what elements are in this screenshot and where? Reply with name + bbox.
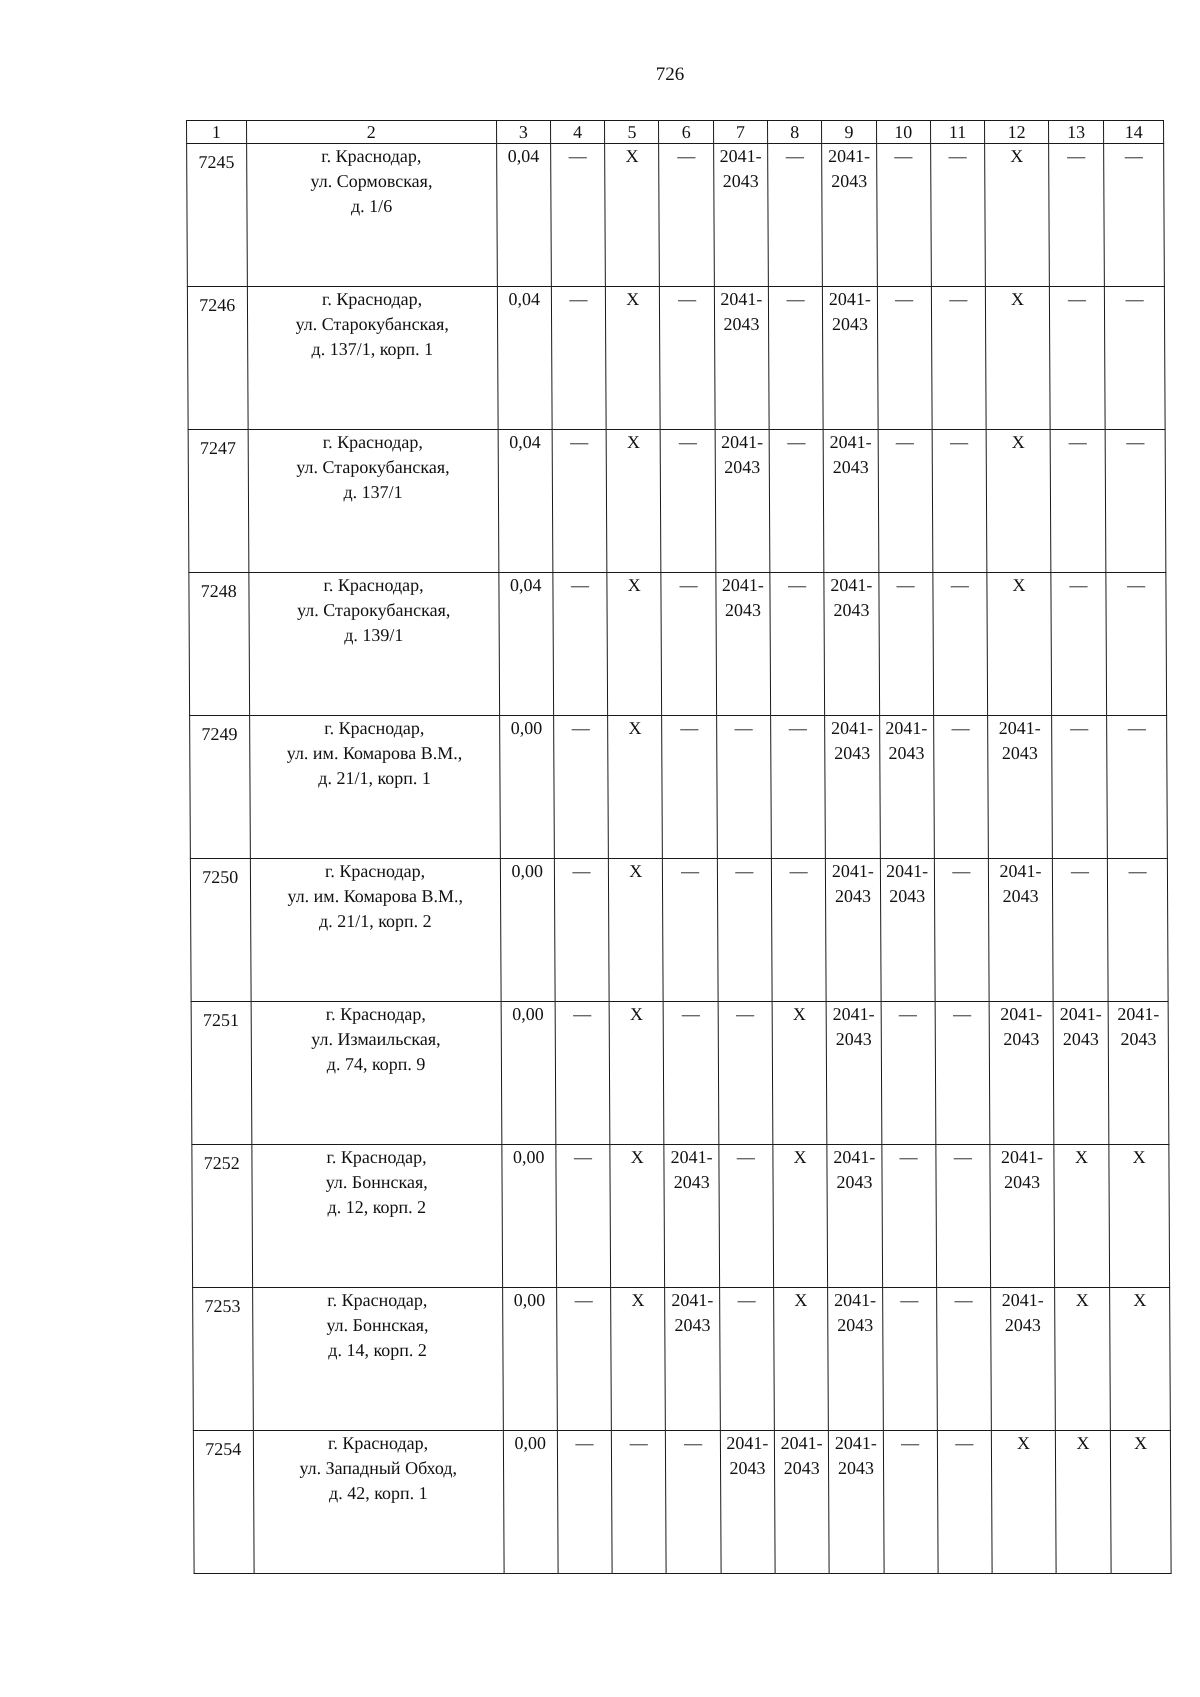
cell-c7: 2041-2043: [715, 430, 770, 573]
cell-c6: 2041-2043: [664, 1145, 719, 1288]
cell-c3: 0,00: [503, 1431, 558, 1574]
cell-c14: —: [1105, 430, 1165, 573]
cell-c12: 2041-2043: [988, 859, 1053, 1002]
address-line: ул. Боннская,: [326, 1315, 429, 1335]
cell-c12: 2041-2043: [989, 1002, 1054, 1145]
cell-c10: —: [881, 1002, 936, 1145]
cell-c9: 2041-2043: [828, 1288, 883, 1431]
cell-c9: 2041-2043: [823, 287, 878, 430]
cell-c8: —: [770, 573, 825, 716]
cell-c12: X: [987, 573, 1052, 716]
column-header: 8: [768, 121, 822, 144]
address-cell: [248, 573, 499, 716]
row-number-text: 7253: [204, 1296, 241, 1316]
cell-c5: X: [609, 1002, 664, 1145]
cell-c8: —: [771, 716, 826, 859]
row-number-text: 7249: [201, 724, 238, 744]
cell-c3: 0,04: [499, 573, 554, 716]
address-cell: [252, 1288, 503, 1431]
table-row: [191, 1002, 1169, 1145]
row-number-text: 7250: [202, 867, 239, 887]
cell-c9: 2041-2043: [827, 1145, 882, 1288]
address-cell: [251, 1002, 502, 1145]
cell-c6: —: [666, 1431, 721, 1574]
cell-c13: —: [1052, 716, 1108, 859]
cell-c11: —: [933, 716, 988, 859]
cell-c8: X: [774, 1288, 829, 1431]
cell-c3: 0,04: [497, 287, 552, 430]
address-cell: [251, 1145, 502, 1288]
cell-c14: X: [1109, 1145, 1169, 1288]
cell-c14: X: [1111, 1431, 1171, 1574]
table-row: [187, 144, 1165, 287]
cell-c3: 0,00: [501, 1002, 556, 1145]
cell-c7: —: [719, 1288, 774, 1431]
cell-c5: X: [606, 430, 661, 573]
cell-c9: 2041-2043: [824, 573, 879, 716]
address-line: ул. им. Комарова В.М.,: [287, 886, 464, 906]
address-line: д. 12, корп. 2: [327, 1197, 427, 1217]
address-cell: [253, 1431, 504, 1574]
cell-c7: —: [719, 1145, 774, 1288]
row-number-text: 7254: [205, 1439, 242, 1459]
row-number-text: 7251: [202, 1010, 240, 1030]
cell-c10: —: [877, 287, 932, 430]
address-line: ул. Старокубанская,: [295, 314, 449, 334]
cell-c9: 2041-2043: [825, 716, 880, 859]
row-number: [193, 1431, 253, 1574]
cell-c12: 2041-2043: [991, 1288, 1056, 1431]
cell-c13: —: [1051, 573, 1107, 716]
cell-c11: —: [935, 1002, 990, 1145]
cell-c7: 2041-2043: [713, 144, 768, 287]
cell-c8: X: [773, 1145, 828, 1288]
column-header: 2: [246, 121, 496, 144]
address-line: д. 137/1, корп. 1: [311, 339, 434, 359]
address-line: ул. Сормовская,: [310, 171, 433, 191]
cell-c8: —: [771, 859, 826, 1002]
cell-c13: X: [1055, 1431, 1111, 1574]
row-number: [192, 1145, 252, 1288]
row-number-text: 7248: [200, 581, 237, 601]
row-number: [190, 716, 250, 859]
cell-c12: 2041-2043: [988, 716, 1053, 859]
table-row: [188, 430, 1166, 573]
cell-c6: —: [660, 287, 715, 430]
table-row: [192, 1145, 1170, 1288]
address-line: г. Краснодар,: [327, 1433, 429, 1453]
table-row: [193, 1288, 1171, 1431]
cell-c11: —: [930, 144, 985, 287]
cell-c10: 2041-2043: [879, 716, 934, 859]
table-row: [189, 573, 1167, 716]
cell-c9: 2041-2043: [823, 430, 878, 573]
address-line: г. Краснодар,: [326, 1147, 427, 1167]
table-row: [190, 859, 1168, 1002]
cell-c3: 0,00: [499, 716, 554, 859]
cell-c3: 0,04: [496, 144, 551, 287]
row-number: [189, 573, 249, 716]
row-number: [188, 430, 248, 573]
row-number: [193, 1288, 253, 1431]
address-line: ул. Измаильская,: [311, 1029, 441, 1049]
cell-c8: 2041-2043: [774, 1431, 829, 1574]
cell-c7: 2041-2043: [720, 1431, 775, 1574]
column-header: 12: [985, 121, 1049, 144]
cell-c14: X: [1110, 1288, 1170, 1431]
cell-c11: —: [936, 1288, 991, 1431]
column-header: 7: [713, 121, 767, 144]
cell-c5: X: [608, 716, 663, 859]
column-header: 3: [496, 121, 550, 144]
column-header: 4: [550, 121, 604, 144]
row-number-text: 7246: [199, 295, 236, 315]
address-line: ул. им. Комарова В.М.,: [286, 743, 463, 763]
cell-c13: —: [1049, 144, 1105, 287]
page-number: 726: [655, 64, 685, 85]
cell-c5: X: [607, 573, 662, 716]
address-line: д. 1/6: [350, 196, 393, 216]
cell-c7: —: [716, 716, 771, 859]
cell-c3: 0,00: [502, 1145, 557, 1288]
table-row: [187, 287, 1165, 430]
row-number-text: 7245: [198, 152, 235, 172]
address-line: д. 137/1: [343, 482, 403, 502]
cell-c7: —: [718, 1002, 773, 1145]
cell-c6: —: [662, 716, 717, 859]
cell-c4: —: [553, 573, 608, 716]
column-header: 13: [1048, 121, 1103, 144]
cell-c14: —: [1104, 144, 1164, 287]
cell-c4: —: [554, 716, 609, 859]
cell-c11: —: [936, 1145, 991, 1288]
cell-c12: X: [986, 430, 1051, 573]
address-cell: [248, 430, 499, 573]
cell-c6: —: [659, 144, 714, 287]
cell-c6: —: [663, 859, 718, 1002]
address-cell: [247, 287, 498, 430]
table-row: [190, 716, 1168, 859]
cell-c8: X: [772, 1002, 827, 1145]
row-number: [190, 859, 250, 1002]
row-number: [187, 144, 247, 287]
address-line: д. 21/1, корп. 1: [318, 768, 431, 788]
cell-c3: 0,04: [498, 430, 553, 573]
cell-c9: 2041-2043: [826, 1002, 881, 1145]
address-line: ул. Западный Обход,: [299, 1458, 458, 1478]
cell-c5: X: [605, 144, 660, 287]
cell-c14: —: [1105, 287, 1165, 430]
cell-c6: —: [664, 1002, 719, 1145]
cell-c4: —: [557, 1288, 612, 1431]
row-number-text: 7252: [203, 1153, 240, 1173]
address-line: г. Краснодар,: [324, 861, 426, 881]
column-header: 11: [930, 121, 984, 144]
cell-c10: 2041-2043: [880, 859, 935, 1002]
address-line: д. 139/1: [344, 625, 404, 645]
cell-c11: —: [937, 1431, 992, 1574]
address-line: г. Краснодар,: [327, 1290, 428, 1310]
cell-c7: 2041-2043: [716, 573, 771, 716]
header-row: [187, 121, 1164, 144]
cell-c10: —: [881, 1145, 936, 1288]
cell-c4: —: [552, 430, 607, 573]
cell-c6: —: [661, 430, 716, 573]
address-line: г. Краснодар,: [321, 146, 422, 166]
cell-c11: —: [932, 430, 987, 573]
cell-c13: —: [1050, 430, 1106, 573]
row-number-text: 7247: [199, 438, 237, 458]
cell-c14: —: [1107, 716, 1167, 859]
cell-c13: 2041-2043: [1053, 1002, 1109, 1145]
address-line: г. Краснодар,: [324, 718, 425, 738]
address-line: д. 14, корп. 2: [328, 1340, 427, 1360]
address-cell: [246, 144, 497, 287]
address-line: д. 21/1, корп. 2: [318, 911, 432, 931]
address-line: ул. Боннская,: [325, 1172, 428, 1192]
cell-c9: 2041-2043: [829, 1431, 884, 1574]
cell-c10: —: [876, 144, 931, 287]
cell-c9: 2041-2043: [826, 859, 881, 1002]
cell-c13: X: [1055, 1288, 1111, 1431]
row-number: [191, 1002, 251, 1145]
address-line: г. Краснодар,: [323, 575, 424, 595]
cell-c10: —: [882, 1288, 937, 1431]
cell-c3: 0,00: [502, 1288, 557, 1431]
cell-c4: —: [556, 1145, 611, 1288]
address-line: д. 42, корп. 1: [328, 1483, 428, 1503]
address-line: ул. Старокубанская,: [296, 457, 450, 477]
cell-c8: —: [768, 287, 823, 430]
cell-c13: X: [1054, 1145, 1110, 1288]
cell-c11: —: [933, 573, 988, 716]
cell-c10: —: [878, 430, 933, 573]
cell-c5: X: [610, 1145, 665, 1288]
cell-c5: X: [611, 1288, 666, 1431]
cell-c13: —: [1052, 859, 1108, 1002]
register-table: [186, 120, 1172, 1574]
address-line: ул. Старокубанская,: [296, 600, 451, 620]
cell-c14: 2041-2043: [1108, 1002, 1168, 1145]
row-number: [187, 287, 247, 430]
address-line: д. 74, корп. 9: [326, 1054, 426, 1074]
cell-c4: —: [554, 859, 609, 1002]
cell-c4: —: [555, 1002, 610, 1145]
address-cell: [249, 716, 500, 859]
cell-c12: X: [985, 144, 1050, 287]
cell-c8: —: [769, 430, 824, 573]
address-line: г. Краснодар,: [321, 289, 423, 309]
table-row: [193, 1431, 1171, 1574]
cell-c7: —: [717, 859, 772, 1002]
cell-c10: —: [883, 1431, 938, 1574]
cell-c5: —: [612, 1431, 667, 1574]
cell-c12: X: [991, 1431, 1056, 1574]
cell-c3: 0,00: [500, 859, 555, 1002]
address-line: г. Краснодар,: [325, 1004, 426, 1024]
cell-c11: —: [934, 859, 989, 1002]
cell-c5: X: [609, 859, 664, 1002]
cell-c8: —: [768, 144, 823, 287]
column-header: 1: [187, 121, 247, 144]
column-header: 10: [876, 121, 930, 144]
table-body: [187, 144, 1171, 1574]
cell-c14: —: [1106, 573, 1166, 716]
cell-c4: —: [551, 144, 606, 287]
cell-c14: —: [1108, 859, 1168, 1002]
cell-c4: —: [557, 1431, 612, 1574]
address-cell: [250, 859, 501, 1002]
column-header: 5: [605, 121, 659, 144]
cell-c6: 2041-2043: [665, 1288, 720, 1431]
cell-c10: —: [878, 573, 933, 716]
cell-c5: X: [606, 287, 661, 430]
column-header: 14: [1104, 121, 1164, 144]
cell-c9: 2041-2043: [822, 144, 877, 287]
cell-c12: 2041-2043: [990, 1145, 1055, 1288]
cell-c4: —: [551, 287, 606, 430]
cell-c6: —: [661, 573, 716, 716]
cell-c13: —: [1049, 287, 1105, 430]
column-header: 6: [659, 121, 713, 144]
cell-c12: X: [985, 287, 1050, 430]
cell-c11: —: [931, 287, 986, 430]
address-line: г. Краснодар,: [322, 432, 423, 452]
column-header: 9: [822, 121, 876, 144]
cell-c7: 2041-2043: [714, 287, 769, 430]
